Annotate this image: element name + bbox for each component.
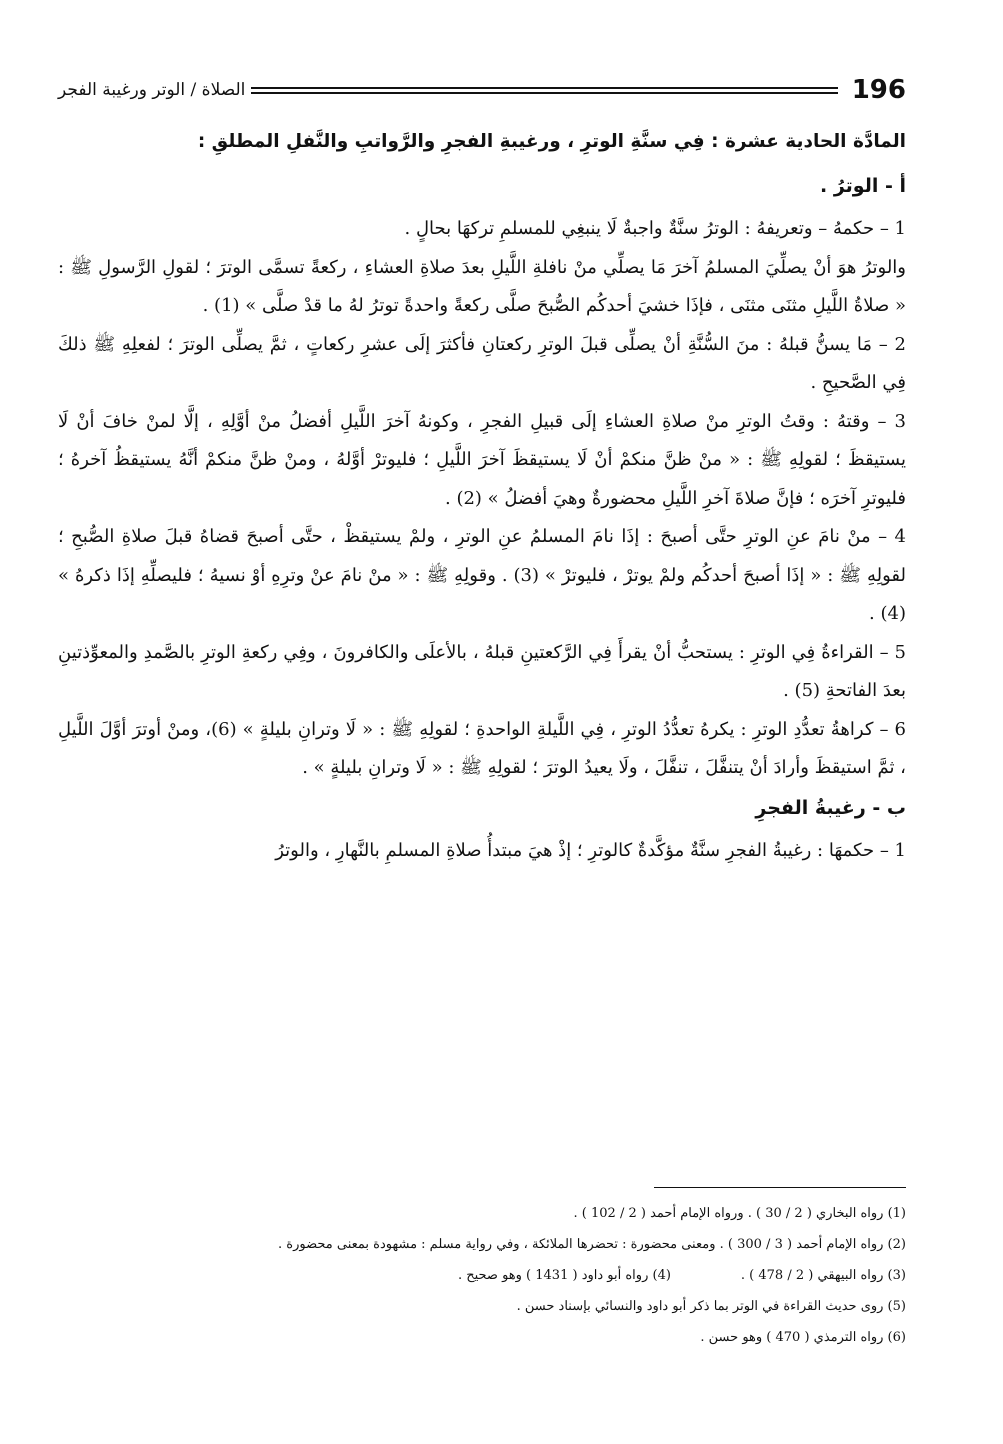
page-header [58, 70, 906, 110]
paragraph-sleep: 4 – منْ نامَ عنِ الوترِ حتَّى أصبحَ : إذَا نامَ المسلمُ عنِ الوترِ ، ولمْ يستيقظْ ، حتَّى أصبحَ قضاهُ قبلَ صلاةِ الصُّبحِ ؛ لقولِهِ ﷺ : « إذَا أصبحَ أحدكُم ولمْ يوترْ ، فليوترْ » (3) . وقولِهِ ﷺ : « منْ نامَ عنْ وترِهِ أوْ نسيهُ ؛ فليصلِّهِ إذَا ذكرهُ » (4) . [58, 526, 906, 624]
paragraph-before-witr: 2 – مَا يسنُّ قبلهُ : منَ السُّنَّةِ أنْ يصلِّى قبلَ الوترِ ركعتانِ فأكثرَ إلَى عشرِ ركعاتٍ ، ثمَّ يصلِّى الوترَ ؛ لفعلِهِ ﷺ ذلكَ فِي الصَّحيحِ . [58, 333, 906, 393]
paragraph-definition: والوترُ هوَ أنْ يصلِّيَ المسلمُ آخرَ مَا يصلِّي منْ نافلةِ اللَّيلِ بعدَ صلاةِ العشاءِ ، ركعةً تسمَّى الوترَ ؛ لقولِ الرَّسولِ ﷺ : « صلاةُ اللَّيلِ مثنَى مثنَى ، فإذَا خشيَ أحدكُم الصُّبحَ صلَّى ركعةً واحدةً توترُ لهُ ما قدْ صلَّى » (1) . [58, 256, 906, 316]
paragraph-fajr-ruling: 1 – حكمهَا : رغيبةُ الفجرِ سنَّةٌ مؤكَّدةٌ كالوترِ ؛ إذْ هيَ مبتدأُ صلاةِ المسلمِ بالنَّهارِ ، والوترُ [275, 839, 906, 861]
footnote-2: (2) رواه الإمام أحمد ( 3 / 300 ) . ومعنى محضورة : تحضرها الملائكة ، وفي رواية مسلم : مشهودة بمعنى محضورة . [278, 1237, 906, 1252]
footnote-4: (4) رواه أبو داود ( 1431 ) وهو صحيح . [457, 1268, 671, 1283]
footnote-6: (6) رواه الترمذي ( 470 ) وهو حسن . [700, 1330, 906, 1345]
paragraph-time: 3 – وقتهُ : وقتُ الوترِ منْ صلاةِ العشاءِ إلَى قبيلِ الفجرِ ، وكونهُ آخرَ اللَّيلِ أفضلُ منْ أوَّلِهِ ، إلَّا لمنْ خافَ أنْ لَا يستيقظَ ؛ لقولِهِ ﷺ : « منْ ظنَّ منكمْ أنْ لَا يستيقظَ آخرَ اللَّيلِ ؛ فليوترْ أوَّلهُ ، ومنْ ظنَّ منكمْ أنَّهُ يستيقظُ آخرهُ ؛ فليوترِ آخرَه ؛ فإنَّ صلاةَ آخرِ اللَّيلِ محضورةٌ وهيَ أفضلُ » (2) . [58, 410, 906, 509]
lesson-title: المادَّة الحادية عشرة : فِي سنَّةِ الوترِ ، ورغيبةِ الفجرِ والرَّواتبِ والنَّفلِ المطلقِ : [197, 131, 906, 152]
footnote-row-3-4 [58, 1260, 906, 1291]
paragraph-repetition: 6 – كراهةُ تعدُّدِ الوترِ : يكرهُ تعدُّدُ الوترِ ، فِي اللَّيلةِ الواحدةِ ؛ لقولِهِ ﷺ : « لَا وترانِ بليلةٍ » (6)، ومنْ أوترَ أوَّلَ اللَّيلِ ، ثمَّ استيقظَ وأرادَ أنْ يتنفَّلَ ، تنفَّلَ ، ولَا يعيدُ الوترَ ؛ لقولِهِ ﷺ : « لَا وترانِ بليلةٍ » . [58, 718, 906, 778]
paragraph-recitation: 5 – القراءةُ فِي الوترِ : يستحبُّ أنْ يقرأَ فِي الرَّكعتينِ قبلهُ ، بالأعلَى والكافرونَ ، وفِي ركعةِ الوترِ بالصَّمدِ والمعوِّذتينِ بعدَ الفاتحةِ (5) . [58, 641, 906, 701]
page-number: 196 [851, 75, 906, 105]
book-page [58, 70, 906, 1345]
section-b-body [58, 832, 906, 871]
header-rule [251, 87, 837, 94]
paragraph-wajib: 1 – حكمهُ – وتعريفهُ : الوترُ سنَّةٌ واجبةٌ لَا ينبغِي للمسلمِ تركهَا بحالٍ . [404, 218, 906, 239]
footnote-3: (3) رواه البيهقي ( 2 / 478 ) . [740, 1268, 906, 1283]
section-b-heading: ب - رغيبةُ الفجرِ [755, 796, 906, 819]
running-title: الصلاة / الوتر ورغيبة الفجر [58, 80, 246, 100]
footnotes [58, 1198, 906, 1353]
section-a-heading: أ - الوترُ . [820, 175, 906, 197]
footnote-divider [654, 1187, 906, 1188]
section-a-body [58, 210, 906, 788]
footnote-5: (5) روى حديث القراءة في الوتر بما ذكر أبو داود والنسائي بإسناد حسن . [516, 1299, 906, 1314]
footnote-1: (1) رواه البخاري ( 2 / 30 ) . ورواه الإمام أحمد ( 2 / 102 ) . [573, 1206, 906, 1221]
